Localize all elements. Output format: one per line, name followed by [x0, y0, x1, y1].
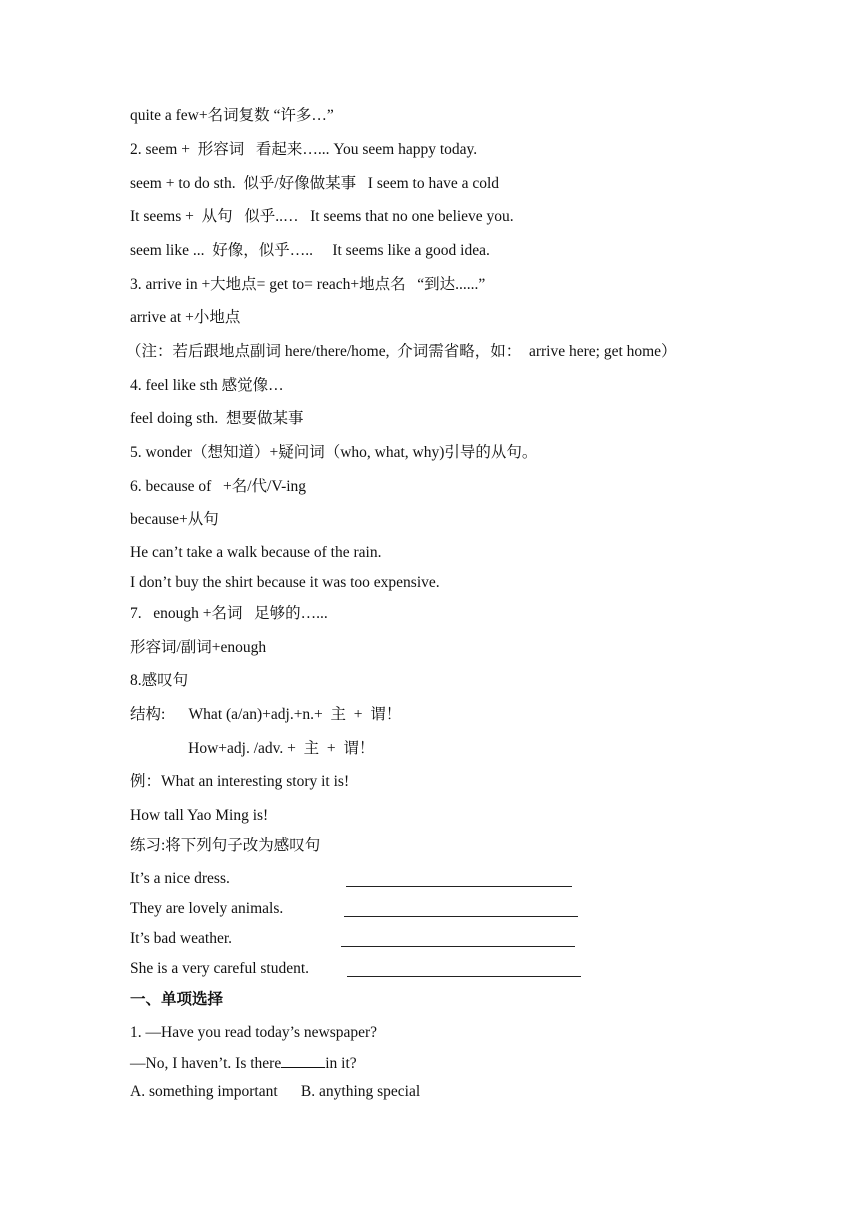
text-line: seem like ... 好像，似乎….. It seems like a good idea.: [130, 242, 490, 259]
text-line: 8.感叹句: [130, 672, 189, 689]
answer-blank[interactable]: [346, 869, 574, 889]
structure-line: 结构: What (a/an)+adj.+n.+ 主 + 谓！: [130, 706, 402, 723]
exercise-sentence: They are lovely animals.: [130, 900, 284, 917]
text-line: arrive at +小地点: [130, 309, 241, 326]
text-line: 4. feel like sth 感觉像…: [130, 377, 284, 394]
example-line: He can’t take a walk because of the rain.: [130, 544, 382, 561]
question-text: in it?: [325, 1055, 357, 1072]
example-line: 例：What an interesting story it is!: [130, 773, 350, 790]
text-line: quite a few+名词复数 “许多…”: [130, 107, 334, 124]
answer-blank[interactable]: [341, 929, 577, 949]
text-line: because+从句: [130, 511, 219, 528]
example-line: I don’t buy the shirt because it was too expensive.: [130, 574, 440, 591]
text-line: 3. arrive in +大地点= get to= reach+地点名 “到达......”: [130, 276, 486, 293]
answer-blank[interactable]: [344, 899, 580, 919]
note-line: （注：若后跟地点副词 here/there/home, 介词需省略，如： arrive here; get home）: [126, 343, 677, 360]
exercise-sentence: It’s bad weather.: [130, 930, 233, 947]
structure-line: How+adj. /adv. + 主 + 谓！: [130, 740, 375, 757]
exercise-sentence: It’s a nice dress.: [130, 870, 230, 887]
exercise-heading: 练习:将下列句子改为感叹句: [130, 837, 321, 854]
exercise-sentence: She is a very careful student.: [130, 960, 310, 977]
text-line: 5. wonder（想知道）+疑问词（who, what, why)引导的从句。: [130, 444, 538, 461]
text-line: It seems + 从句 似乎..… It seems that no one believe you.: [130, 208, 514, 225]
example-line: How tall Yao Ming is!: [130, 807, 269, 824]
question-text: —No, I haven’t. Is there: [130, 1055, 282, 1072]
text-line: 形容词/副词+enough: [130, 639, 267, 656]
text-line: 2. seem + 形容词 看起来…... You seem happy today.: [130, 141, 478, 158]
answer-blank[interactable]: [347, 959, 583, 979]
question-blank[interactable]: [281, 1053, 325, 1068]
options-line: A. something important B. anything special: [130, 1083, 421, 1100]
text-line: 7. enough +名词 足够的…...: [130, 605, 328, 622]
text-line: feel doing sth. 想要做某事: [130, 410, 304, 427]
text-line: 6. because of +名/代/V-ing: [130, 478, 307, 495]
text-line: seem + to do sth. 似乎/好像做某事 I seem to have a cold: [130, 175, 500, 192]
question-line: 1. —Have you read today’s newspaper?: [130, 1024, 378, 1041]
section-title: 一、单项选择: [130, 991, 224, 1008]
question-line: [130, 1053, 357, 1074]
